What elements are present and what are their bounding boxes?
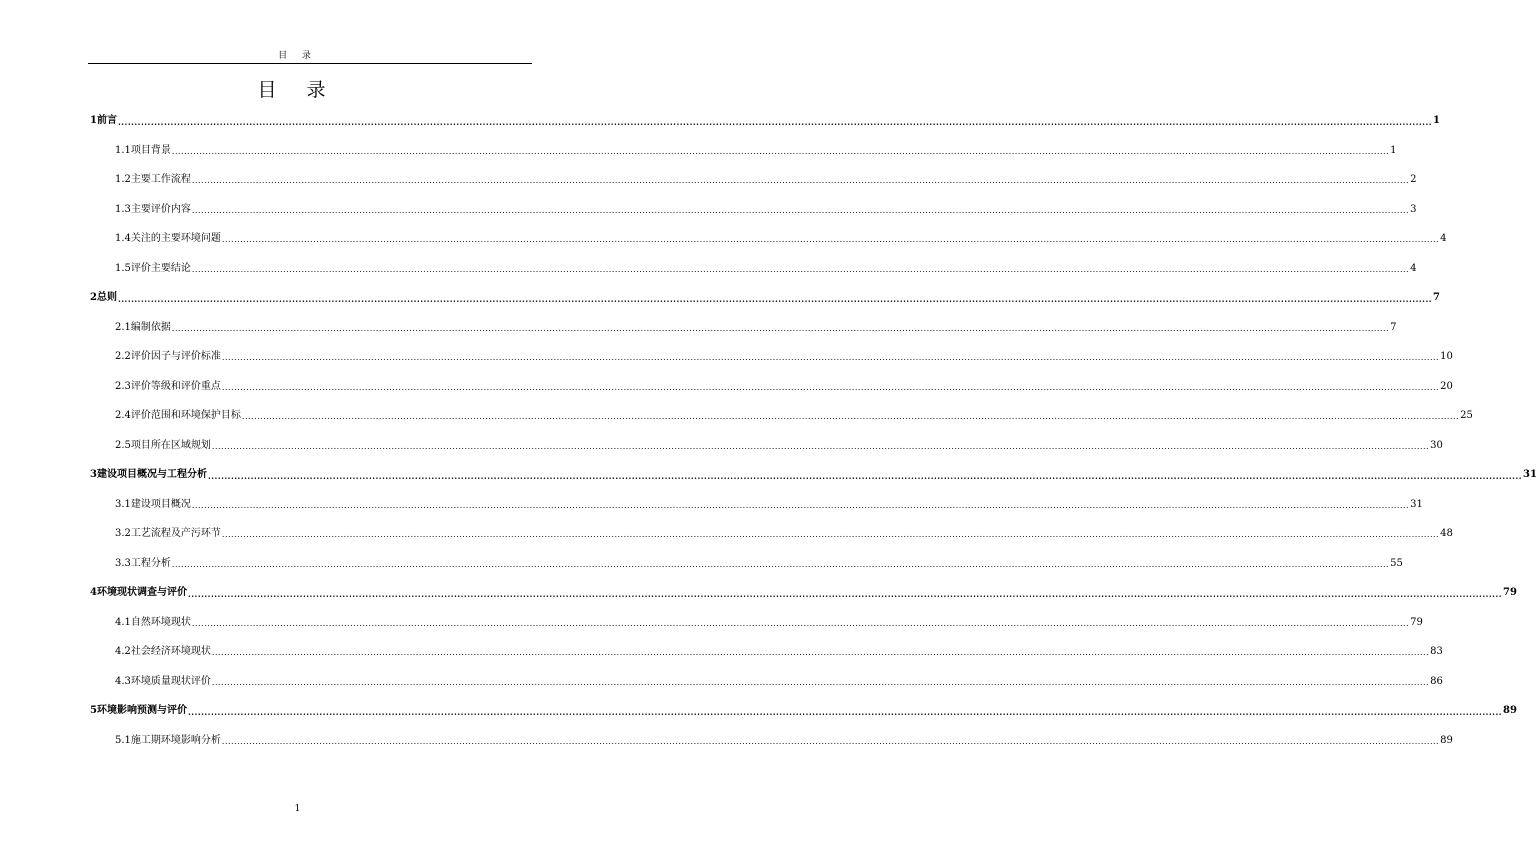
toc-entry[interactable] bbox=[115, 525, 1453, 541]
page-title: 目 录 bbox=[257, 79, 338, 101]
toc-entry[interactable] bbox=[115, 643, 1443, 659]
toc-leader-dots: ................................................................................................................................................................................................................................................................................................................................................................................................................ bbox=[221, 530, 1440, 539]
toc-entry-number: 1 bbox=[90, 115, 97, 126]
toc-leader-dots: ................................................................................................................................................................................................................................................................................................................................................................................................................ bbox=[211, 441, 1430, 451]
toc-entry[interactable] bbox=[115, 673, 1443, 689]
toc-entry-number: 2.3 bbox=[115, 380, 131, 392]
toc-entry[interactable] bbox=[90, 702, 1517, 718]
toc-entry[interactable] bbox=[115, 407, 1473, 423]
toc-leader-dots: ................................................................................................................................................................................................................................................................................................................................................................................................................ bbox=[211, 677, 1430, 687]
toc-entry-page: 83 bbox=[1430, 646, 1443, 657]
toc-leader-dots: ................................................................................................................................................................................................................................................................................................................................................................................................................ bbox=[191, 205, 1410, 215]
toc-leader-dots: ................................................................................................................................................................................................................................................................................................................................................................................................................ bbox=[117, 294, 1433, 304]
toc-entry[interactable] bbox=[115, 201, 1417, 217]
toc-entry-number: 3.3 bbox=[115, 557, 131, 569]
toc-entry[interactable] bbox=[115, 732, 1453, 748]
toc-entry[interactable] bbox=[115, 230, 1447, 246]
toc-entry-title: 施工期环境影响分析 bbox=[130, 734, 221, 746]
toc-entry-page: 7 bbox=[1390, 321, 1397, 333]
toc-entry-page: 31 bbox=[1410, 498, 1423, 510]
toc-entry-number: 5 bbox=[90, 705, 97, 716]
toc-entry-title: 环境现状调查与评价 bbox=[96, 587, 187, 598]
toc-entry-number: 1.4 bbox=[115, 233, 131, 244]
toc-leader-dots: ................................................................................................................................................................................................................................................................................................................................................................................................................ bbox=[171, 146, 1390, 156]
toc-entry-number: 3 bbox=[90, 469, 97, 480]
toc-leader-dots: ................................................................................................................................................................................................................................................................................................................................................................................................................ bbox=[191, 618, 1410, 628]
toc-entry-number: 4.1 bbox=[115, 616, 131, 628]
toc-entry-page: 10 bbox=[1440, 351, 1453, 362]
toc-entry-title: 项目所在区域规划 bbox=[130, 439, 211, 451]
toc-entry-page: 79 bbox=[1410, 616, 1423, 628]
toc-leader-dots: ................................................................................................................................................................................................................................................................................................................................................................................................................ bbox=[187, 589, 1503, 599]
toc-entry[interactable] bbox=[115, 378, 1453, 394]
toc-entry-number: 2.2 bbox=[115, 351, 131, 362]
toc-entry-page: 31 bbox=[1523, 469, 1537, 480]
toc-entry-page: 86 bbox=[1430, 675, 1443, 687]
toc-entry-page: 89 bbox=[1440, 734, 1453, 746]
toc-entry-title: 自然环境现状 bbox=[130, 616, 191, 628]
toc-entry[interactable] bbox=[115, 142, 1397, 158]
toc-entry-title: 项目背景 bbox=[130, 144, 171, 156]
toc-entry-title: 评价主要结论 bbox=[130, 262, 191, 274]
toc-leader-dots: ................................................................................................................................................................................................................................................................................................................................................................................................................ bbox=[221, 736, 1440, 746]
toc-entry-title: 工程分析 bbox=[130, 557, 171, 569]
toc-leader-dots: ................................................................................................................................................................................................................................................................................................................................................................................................................ bbox=[171, 559, 1390, 569]
toc-leader-dots: ................................................................................................................................................................................................................................................................................................................................................................................................................ bbox=[187, 707, 1503, 717]
toc-entry-page: 79 bbox=[1503, 587, 1517, 598]
running-header: 目 录 bbox=[278, 51, 317, 61]
toc-leader-dots: ................................................................................................................................................................................................................................................................................................................................................................................................................ bbox=[191, 500, 1410, 510]
toc-entry-title: 评价范围和环境保护目标 bbox=[130, 410, 241, 421]
toc-entry-title: 前言 bbox=[96, 115, 117, 126]
toc-leader-dots: ................................................................................................................................................................................................................................................................................................................................................................................................................ bbox=[221, 235, 1440, 244]
toc-entry[interactable] bbox=[90, 289, 1440, 305]
toc-entry[interactable] bbox=[115, 260, 1417, 276]
toc-leader-dots: ................................................................................................................................................................................................................................................................................................................................................................................................................ bbox=[191, 264, 1410, 274]
toc-entry-title: 评价因子与评价标准 bbox=[130, 351, 221, 362]
toc-entry[interactable] bbox=[115, 555, 1403, 571]
toc-entry-title: 总则 bbox=[96, 292, 117, 303]
toc-entry-number: 2.1 bbox=[115, 321, 131, 333]
toc-entry-number: 5.1 bbox=[115, 734, 131, 746]
toc-entry[interactable] bbox=[115, 171, 1417, 187]
toc-entry[interactable] bbox=[90, 112, 1440, 128]
toc-entry-title: 评价等级和评价重点 bbox=[130, 380, 221, 392]
toc-entry-page: 3 bbox=[1410, 203, 1417, 215]
toc-entry-number: 1.2 bbox=[115, 174, 131, 185]
toc-entry-title: 工艺流程及产污环节 bbox=[130, 528, 221, 539]
toc-entry-title: 主要工作流程 bbox=[130, 174, 191, 185]
toc-entry-number: 4.3 bbox=[115, 675, 131, 687]
toc-leader-dots: ................................................................................................................................................................................................................................................................................................................................................................................................................ bbox=[117, 117, 1433, 127]
toc-entry[interactable] bbox=[115, 496, 1423, 512]
toc-entry-number: 1.3 bbox=[115, 203, 131, 215]
toc-entry-page: 30 bbox=[1430, 439, 1443, 451]
toc-leader-dots: ................................................................................................................................................................................................................................................................................................................................................................................................................ bbox=[207, 471, 1523, 481]
toc-entry-page: 2 bbox=[1410, 174, 1417, 185]
toc-entry-number: 2.5 bbox=[115, 439, 131, 451]
toc-entry-number: 4 bbox=[90, 587, 97, 598]
toc-entry[interactable] bbox=[115, 614, 1423, 630]
toc-entry-number: 3.1 bbox=[115, 498, 131, 510]
toc-entry[interactable] bbox=[115, 348, 1453, 364]
toc-entry-page: 4 bbox=[1410, 262, 1417, 274]
toc-entry-title: 环境质量现状评价 bbox=[130, 675, 211, 687]
toc-entry-page: 1 bbox=[1433, 115, 1440, 126]
toc-entry-title: 主要评价内容 bbox=[130, 203, 191, 215]
toc-entry-page: 20 bbox=[1440, 380, 1453, 392]
toc-entry-page: 7 bbox=[1433, 292, 1440, 303]
toc-entry-title: 建设项目概况与工程分析 bbox=[96, 469, 207, 480]
toc-entry-page: 1 bbox=[1390, 144, 1397, 156]
toc-leader-dots: ................................................................................................................................................................................................................................................................................................................................................................................................................ bbox=[171, 323, 1390, 333]
toc-entry-title: 建设项目概况 bbox=[130, 498, 191, 510]
toc-entry-number: 1.5 bbox=[115, 262, 131, 274]
toc-entry-title: 环境影响预测与评价 bbox=[96, 705, 187, 716]
toc-entry-page: 25 bbox=[1460, 410, 1473, 421]
page-number: 1 bbox=[294, 804, 301, 814]
toc-entry-page: 48 bbox=[1440, 528, 1453, 539]
toc-leader-dots: ................................................................................................................................................................................................................................................................................................................................................................................................................ bbox=[241, 412, 1460, 421]
toc-entry[interactable] bbox=[115, 319, 1397, 335]
toc-leader-dots: ................................................................................................................................................................................................................................................................................................................................................................................................................ bbox=[221, 382, 1440, 392]
toc-entry-number: 4.2 bbox=[115, 646, 131, 657]
toc-entry-number: 3.2 bbox=[115, 528, 131, 539]
toc-entry-title: 编制依据 bbox=[130, 321, 171, 333]
toc-entry-number: 2.4 bbox=[115, 410, 131, 421]
toc-leader-dots: ................................................................................................................................................................................................................................................................................................................................................................................................................ bbox=[221, 353, 1440, 362]
toc-entry[interactable] bbox=[90, 584, 1517, 600]
toc-entry-title: 社会经济环境现状 bbox=[130, 646, 211, 657]
toc-entry-page: 89 bbox=[1503, 705, 1517, 716]
toc-entry-number: 1.1 bbox=[115, 144, 131, 156]
toc-entry-title: 关注的主要环境问题 bbox=[130, 233, 221, 244]
toc-leader-dots: ................................................................................................................................................................................................................................................................................................................................................................................................................ bbox=[191, 176, 1410, 185]
toc-entry-page: 55 bbox=[1390, 557, 1403, 569]
toc-entry[interactable] bbox=[115, 437, 1443, 453]
toc-entry-page: 4 bbox=[1440, 233, 1447, 244]
toc-leader-dots: ................................................................................................................................................................................................................................................................................................................................................................................................................ bbox=[211, 648, 1430, 657]
toc-entry-number: 2 bbox=[90, 292, 97, 303]
toc-entry[interactable] bbox=[90, 466, 1537, 482]
